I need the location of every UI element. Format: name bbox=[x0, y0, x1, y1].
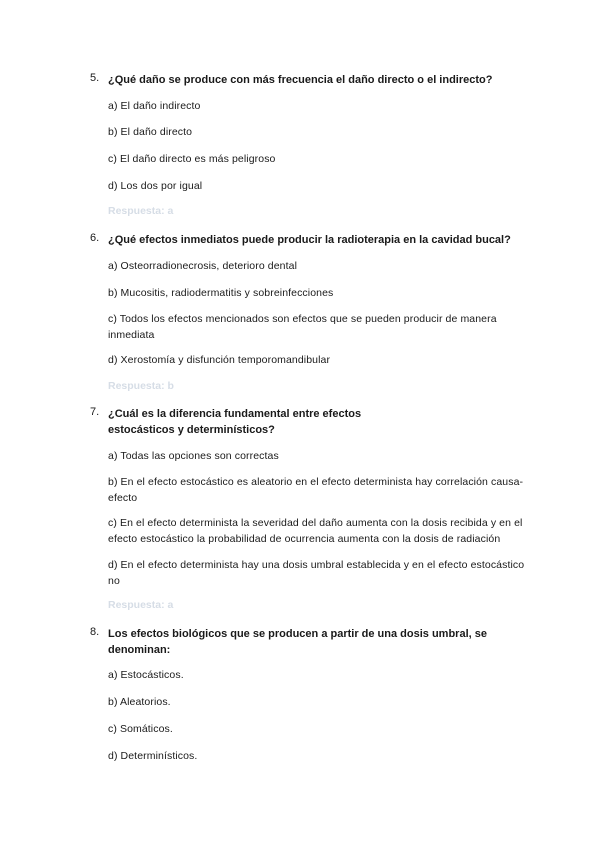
question-text: Los efectos biológicos que se producen a partir de una dosis umbral, se denominan: bbox=[108, 628, 487, 656]
answer-label: Respuesta: a bbox=[108, 205, 174, 217]
question-text: ¿Cuál es la diferencia fundamental entre efectos estocásticos y determinísticos? bbox=[108, 408, 362, 436]
option-a: a) Osteorradionecrosis, deterioro dental bbox=[108, 260, 298, 272]
option-a: a) Estocásticos. bbox=[108, 669, 184, 681]
option-c: c) En el efecto determinista la severidad del daño aumenta con la dosis recibida y en el efecto estocástico la probabilidad de ocurrencia aumenta con la dosis de radiación bbox=[108, 517, 523, 545]
question-6 bbox=[90, 232, 520, 248]
option-d: d) Xerostomía y disfunción temporomandibular bbox=[108, 354, 331, 366]
option-b: b) Aleatorios. bbox=[108, 696, 171, 708]
question-8 bbox=[90, 626, 520, 658]
option-c: c) Todos los efectos mencionados son efectos que se pueden producir de manera inmediata bbox=[108, 313, 497, 341]
question-text: ¿Qué daño se produce con más frecuencia el daño directo o el indirecto? bbox=[108, 74, 493, 86]
question-text: ¿Qué efectos inmediatos puede producir la radioterapia en la cavidad bucal? bbox=[108, 234, 511, 246]
option-c: c) El daño directo es más peligroso bbox=[108, 153, 276, 165]
option-b: b) El daño directo bbox=[108, 126, 193, 138]
option-d: d) Los dos por igual bbox=[108, 180, 203, 192]
option-b: b) En el efecto estocástico es aleatorio en el efecto determinista hay correlación causa-efecto bbox=[108, 476, 524, 504]
answer-label: Respuesta: a bbox=[108, 599, 174, 611]
option-c: c) Somáticos. bbox=[108, 723, 173, 735]
answer-label: Respuesta: b bbox=[108, 380, 174, 392]
option-d: d) Determinísticos. bbox=[108, 750, 198, 762]
question-number: 7. bbox=[90, 406, 100, 418]
option-b: b) Mucositis, radiodermatitis y sobreinfecciones bbox=[108, 287, 334, 299]
option-a: a) El daño indirecto bbox=[108, 100, 201, 112]
question-number: 5. bbox=[90, 72, 100, 84]
question-7 bbox=[90, 406, 520, 438]
option-d: d) En el efecto determinista hay una dosis umbral establecida y en el efecto estocástico no bbox=[108, 559, 525, 587]
question-5 bbox=[90, 72, 520, 88]
question-number: 8. bbox=[90, 626, 100, 638]
option-a: a) Todas las opciones son correctas bbox=[108, 450, 279, 462]
question-number: 6. bbox=[90, 232, 100, 244]
